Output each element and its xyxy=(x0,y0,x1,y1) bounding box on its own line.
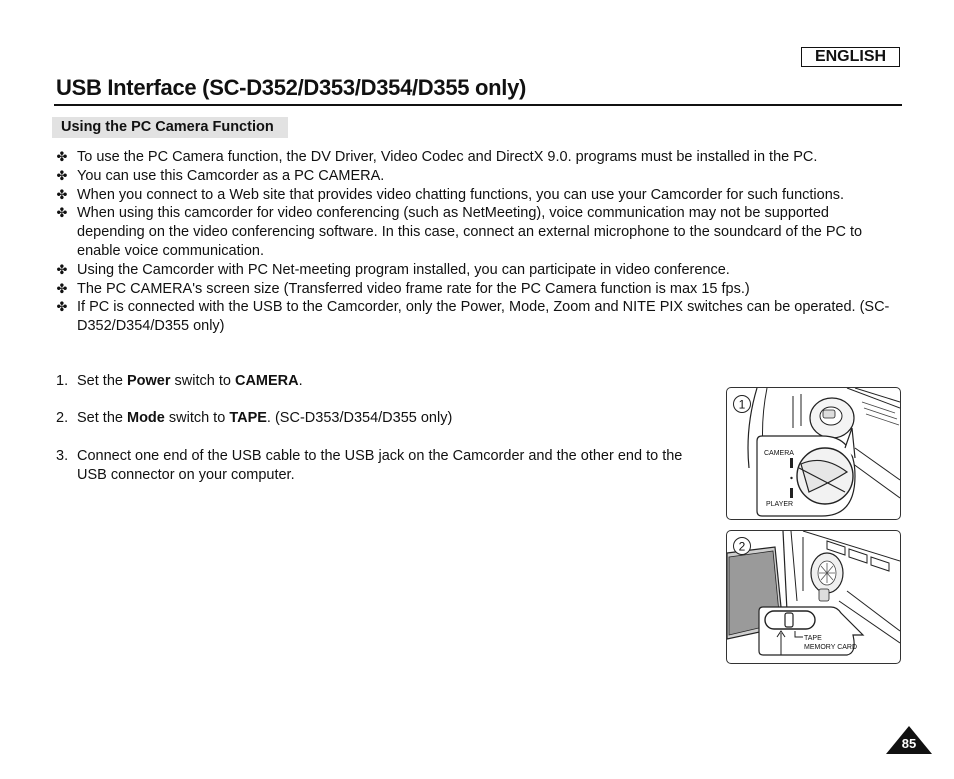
step-text: switch to xyxy=(170,373,235,389)
step-text: Connect one end of the USB cable to the USB jack on the Camcorder and the other end to the USB connector on your computer. xyxy=(77,447,683,483)
tape-position-label: TAPE xyxy=(804,635,822,642)
notes-list xyxy=(54,148,899,336)
step-emphasis: Power xyxy=(126,373,171,389)
step-emphasis: CAMERA xyxy=(234,373,299,389)
step-text: Set the xyxy=(77,410,127,427)
note-text: When you connect to a Web site that provides video chatting functions, you can use your Camcorder for such functions. xyxy=(77,186,845,203)
title-divider xyxy=(54,104,902,106)
list-item xyxy=(54,148,899,167)
note-text: You can use this Camcorder as a PC CAMERA. xyxy=(77,167,385,184)
note-text: Using the Camcorder with PC Net-meeting program installed, you can participate in video conference. xyxy=(77,261,730,278)
bullet-icon: ✤ xyxy=(56,186,68,202)
player-position-label: PLAYER xyxy=(766,501,794,508)
list-item xyxy=(54,261,899,280)
bullet-icon: ✤ xyxy=(56,261,68,277)
list-item xyxy=(54,167,899,186)
mode-switch-illustration xyxy=(727,531,900,663)
bullet-icon: ✤ xyxy=(56,149,68,164)
step-number: 2. xyxy=(56,410,69,427)
list-item xyxy=(54,280,899,299)
step-item xyxy=(54,409,694,428)
step-item xyxy=(54,447,694,485)
note-text: The PC CAMERA's screen size (Transferred video frame rate for the PC Camera function is max 15 fps.) xyxy=(77,280,750,297)
bullet-icon: ✤ xyxy=(56,167,68,183)
note-text: When using this camcorder for video conferencing (such as NetMeeting), voice communication may not be supported depending on the video conferencing software. In this case, connect an external microphone to the soundcard of the PC to enable voice communication. xyxy=(77,205,863,259)
mode-switch-figure xyxy=(726,530,901,664)
note-text: If PC is connected with the USB to the Camcorder, only the Power, Mode, Zoom and NITE PIX switches can be operated. (SC-D352/D354/D355 only) xyxy=(77,299,890,335)
step-emphasis: Mode xyxy=(126,410,165,427)
bullet-icon: ✤ xyxy=(56,205,68,221)
step-text: switch to xyxy=(164,410,230,427)
page-number: 85 xyxy=(901,736,917,751)
bullet-icon: ✤ xyxy=(56,299,68,315)
language-badge: ENGLISH xyxy=(801,47,900,67)
figure-step-number: 1 xyxy=(738,397,746,412)
power-switch-figure xyxy=(726,387,901,520)
camera-position-label: CAMERA xyxy=(764,450,794,457)
step-number: 3. xyxy=(56,447,69,464)
section-heading: Using the PC Camera Function xyxy=(52,117,288,138)
step-text: Set the xyxy=(77,373,127,389)
step-number: 1. xyxy=(56,373,69,389)
page-title: USB Interface (SC-D352/D353/D354/D355 only) xyxy=(56,75,527,100)
step-emphasis: TAPE xyxy=(229,410,267,427)
power-switch-illustration xyxy=(727,388,900,519)
step-item xyxy=(54,372,694,391)
figure-step-number: 2 xyxy=(738,539,746,554)
list-item xyxy=(54,298,899,336)
note-text: To use the PC Camera function, the DV Driver, Video Codec and DirectX 9.0. programs must be installed in the PC. xyxy=(77,149,818,165)
page-number-badge xyxy=(886,726,932,754)
steps-list xyxy=(54,372,694,503)
list-item xyxy=(54,186,899,205)
step-text: . (SC-D353/D354/D355 only) xyxy=(266,410,453,427)
list-item xyxy=(54,204,899,260)
memory-card-position-label: MEMORY CARD xyxy=(804,644,858,651)
bullet-icon: ✤ xyxy=(56,280,68,296)
step-text: . xyxy=(298,373,303,389)
